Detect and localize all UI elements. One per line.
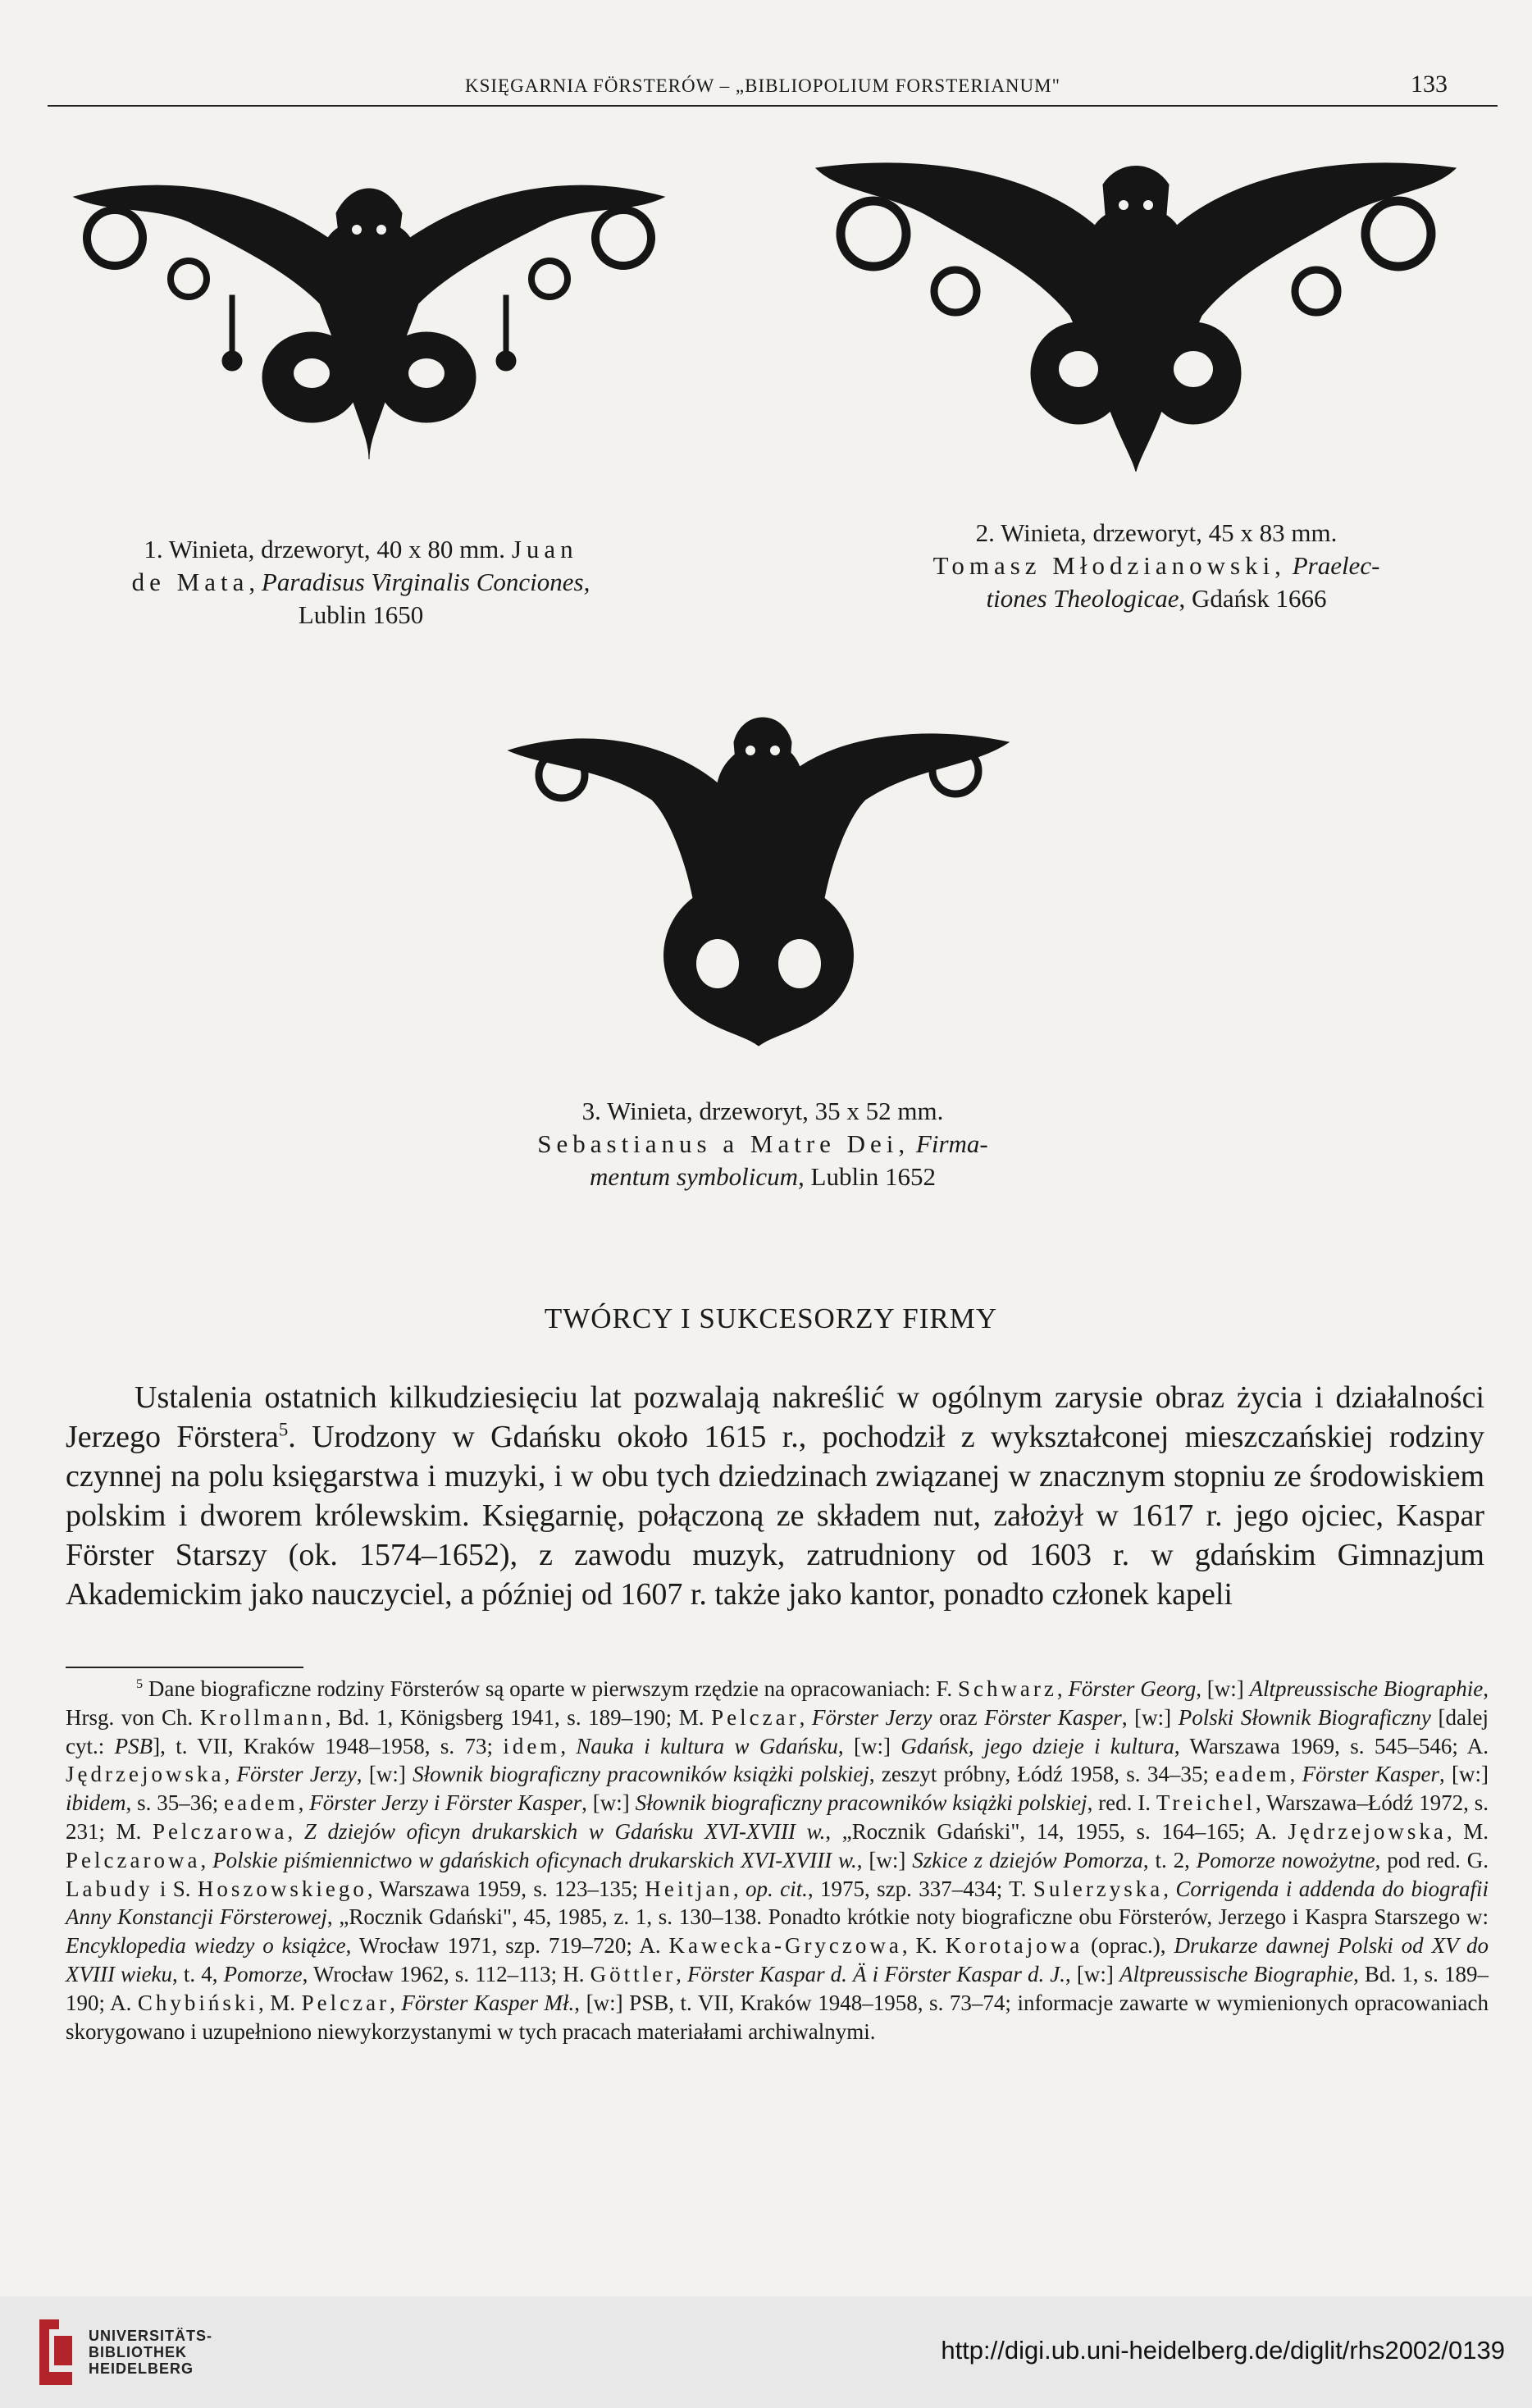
footnote-text-run: Gdańsk, jego dzieje i kultura: [901, 1733, 1174, 1758]
footnote-text-run: , red. I.: [1087, 1790, 1156, 1816]
footnote-text-run: Pomorze nowożytne: [1196, 1847, 1375, 1872]
footnote-text-run: Sulerzyska: [1033, 1876, 1164, 1901]
footnote-text-run: Förster Georg: [1068, 1676, 1197, 1701]
footnote-text-run: Altpreussische Biographie: [1249, 1676, 1484, 1701]
footnote-text-run: Pelczar: [301, 1990, 390, 2015]
footnote-text-run: ,: [732, 1876, 745, 1901]
page-number: 133: [1411, 71, 1448, 98]
figure-3-title-b: mentum symbolicum,: [590, 1162, 805, 1191]
footnote-text-run: , Bd. 1, Königsberg 1941, s. 189–190; M.: [325, 1704, 712, 1730]
footnote-text-run: ibidem: [66, 1790, 126, 1816]
figure-1-title: Paradisus Virginalis Conciones,: [261, 568, 590, 596]
body-text-b: . Urodzony w Gdańsku około 1615 r., pochodził z wykształconej mieszczańskiej rodziny czynnej na polu księgarstwa i muzyki, i w obu tych dziedzinach związanej w znacznym stopniu ze środowiskiem polskim i dworem królewskim. Księgarnię, połączoną ze składem nut, założył w 1617 r. jego ojciec, Kaspar Förster Starszy (ok. 1574–1652), z zawodu muzyk, zatrudniony od 1603 r. w gdańskim Gimnazjum Akademickim jako nauczyciel, a później od 1607 r. także jako kantor, ponadto członek kapeli: [66, 1420, 1484, 1612]
source-url[interactable]: http://digi.ub.uni-heidelberg.de/diglit/rhs2002/0139: [941, 2336, 1505, 2365]
figure-2-caption: [886, 517, 1427, 615]
footnote-text-run: , [w:] PSB, t. VII, Kraków 1948–1958, s. 73–74; informacje zawarte w wymienionych opracowaniach skorygowano i uzupełniono niewykorzystanymi w tych pracach materiałami archiwalnymi.: [66, 1990, 1489, 2044]
body-text-a: Ustalenia ostatnich kilkudziesięciu lat pozwalają nakreślić w ogólnym zarysie obraz życia i działalności Jerzego Förstera: [66, 1380, 1484, 1454]
footnote-text-run: , [w:]: [581, 1790, 636, 1816]
library-name-line3: HEIDELBERG: [89, 2360, 194, 2377]
footnote-text-run: , K.: [901, 1933, 946, 1959]
footnote-text-run: ,: [676, 1961, 687, 1986]
vignette-2-woodcut: [808, 152, 1464, 472]
figure-3-place: Lublin 1652: [804, 1162, 936, 1191]
footnote-reference: 5: [278, 1419, 289, 1440]
footnote-text-run: , s. 35–36;: [125, 1790, 225, 1816]
footnote-text-run: Encyklopedia wiedzy o książce: [66, 1933, 346, 1959]
footnote-text-run: , pod red. G.: [1375, 1847, 1489, 1872]
figure-2-title-a: Praelec-: [1292, 551, 1380, 580]
footnote-text-run: ,: [224, 1762, 237, 1787]
figure-2-place: , Gdańsk 1666: [1179, 584, 1327, 613]
library-logo-icon: [34, 2311, 77, 2393]
footnote-text-run: Polskie piśmiennictwo w gdańskich oficynach drukarskich XVI-XVIII w.: [212, 1847, 857, 1872]
footnote-text-run: , zeszyt próbny, Łódź 1958, s. 34–35;: [869, 1762, 1216, 1787]
footnote-text-run: Förster Jerzy: [811, 1704, 932, 1730]
footnote-text-run: Słownik biograficzny pracowników książki polskiej: [635, 1790, 1087, 1816]
footnote-text-run: i S.: [153, 1876, 198, 1901]
footnote-text-run: , [w:]: [856, 1847, 913, 1872]
figure-3-author: Sebastianus a Matre Dei,: [537, 1129, 910, 1158]
footnote-text-run: , t. 2,: [1142, 1847, 1197, 1872]
footnote-text-run: , [w:]: [837, 1733, 901, 1758]
footnote-text-run: Göttler: [590, 1961, 677, 1986]
library-name-line2: BIBLIOTHEK: [89, 2344, 187, 2360]
footnote-text-run: Labudy: [66, 1876, 153, 1901]
footnote-text-run: Z dziejów oficyn drukarskich w Gdańsku XVI-XVIII w.: [303, 1818, 826, 1844]
footnote-text-run: ,: [1056, 1676, 1069, 1701]
footnote-text-run: eadem: [224, 1790, 299, 1816]
figure-3-caption: [492, 1095, 1033, 1193]
footnote-text-run: , M.: [258, 1990, 302, 2015]
footnote-text-run: , [w:]: [1121, 1704, 1179, 1730]
footnote-text-run: [dalej cyt.:: [66, 1704, 1489, 1758]
footnote-rule: [66, 1667, 303, 1668]
figure-2-caption-line1: 2. Winieta, drzeworyt, 45 x 83 mm.: [975, 518, 1338, 547]
footnote-text-run: , Warszawa 1969, s. 545–546; A.: [1174, 1733, 1489, 1758]
footnote-text-run: Förster Kasper: [984, 1704, 1122, 1730]
footnote-text-run: PSB: [114, 1733, 153, 1758]
footnote-text-run: Förster Kasper: [1302, 1762, 1439, 1787]
vignette-1-woodcut: [66, 164, 673, 467]
footnote-text-run: Förster Kaspar d. Ä i Förster Kaspar d. J.: [686, 1961, 1066, 1986]
woodcut-ornament-3: [504, 709, 1013, 1054]
footnote-text-run: Treichel: [1156, 1790, 1256, 1816]
figure-3-title-a: Firma-: [915, 1129, 988, 1158]
footnote-text-run: , Hrsg. von Ch.: [66, 1676, 1489, 1730]
footnote-text-run: ,: [298, 1790, 310, 1816]
footnote-text-run: Nauka i kultura w Gdańsku: [576, 1733, 838, 1758]
footnote-text-run: Korotajowa: [945, 1933, 1083, 1959]
footnote-text-run: ], t. VII, Kraków 1948–1958, s. 73;: [153, 1733, 504, 1758]
footnote-text-run: , [w:]: [1065, 1961, 1119, 1986]
footnote-text-run: ,: [200, 1847, 213, 1872]
footnote-text-run: Jędrzejowska: [1288, 1818, 1447, 1844]
footnote-text-run: Schwarz: [957, 1676, 1057, 1701]
footnote-text-run: Förster Jerzy i Förster Kasper: [309, 1790, 582, 1816]
footnote-number: 5: [136, 1676, 144, 1691]
figure-1-author-a: Juan: [511, 535, 578, 563]
footnote-text-run: ,: [390, 1990, 402, 2015]
footnote-text-run: Jędrzejowska: [66, 1762, 225, 1787]
footnote-text-run: Corrigenda i addenda do biografii Anny Konstancji Försterowej: [66, 1876, 1489, 1930]
figure-3-caption-line1: 3. Winieta, drzeworyt, 35 x 52 mm.: [581, 1097, 944, 1125]
footnote-text-run: , „Rocznik Gdański", 45, 1985, z. 1, s. 130–138. Ponadto krótkie noty biograficzne obu Försterów, Jerzego i Kaspra Starszego w:: [326, 1904, 1489, 1930]
footnote-text-run: Förster Kasper Mł.: [401, 1990, 575, 2015]
footnote-text-run: ,: [560, 1733, 577, 1758]
woodcut-ornament-1: [66, 164, 673, 467]
footnote-text-run: Heitjan: [645, 1876, 733, 1901]
footnote-text-run: ,: [1163, 1876, 1176, 1901]
library-name-line1: UNIVERSITÄTS-: [89, 2328, 213, 2344]
figure-2-title-b: tiones Theologicae: [986, 584, 1179, 613]
footnote-text-run: Polski Słownik Biograficzny: [1178, 1704, 1431, 1730]
figure-2-author: Tomasz Młodzianowski,: [932, 551, 1286, 580]
footnote-text-run: Dane biograficzne rodziny Försterów są oparte w pierwszym rzędzie na opracowaniach: F.: [143, 1676, 958, 1701]
footnote-text-run: Pomorze: [223, 1961, 303, 1986]
footnote: [66, 1675, 1489, 2045]
footnote-text-run: Drukarze dawnej Polski od XV do XVIII wieku: [66, 1933, 1489, 1986]
footnote-text-run: Förster Jerzy: [236, 1762, 357, 1787]
footnote-text-run: Szkice z dziejów Pomorza: [912, 1847, 1143, 1872]
footnote-text-run: , Warszawa–Łódź 1972, s. 231; M.: [66, 1790, 1489, 1844]
footnote-text-run: , Wrocław 1962, s. 112–113; H.: [302, 1961, 590, 1986]
vignette-3-woodcut: [504, 709, 1013, 1054]
figure-1-place: Lublin 1650: [298, 600, 424, 629]
woodcut-ornament-2: [808, 152, 1464, 472]
footnote-text-run: idem: [503, 1733, 561, 1758]
footnote-text-run: Chybiński: [137, 1990, 258, 2015]
body-paragraph: [66, 1378, 1484, 1614]
footnote-text-run: , [w:]: [356, 1762, 413, 1787]
footnote-text-run: , M.: [1446, 1818, 1489, 1844]
footnote-text-run: , t. 4,: [172, 1961, 224, 1986]
footnote-text-run: , Wrocław 1971, szp. 719–720; A.: [345, 1933, 669, 1959]
footnote-text-run: Pelczar: [711, 1704, 800, 1730]
footnote-text-run: , Warszawa 1959, s. 123–135;: [367, 1876, 645, 1901]
footnote-text-run: Hoszowskiego: [197, 1876, 367, 1901]
footnote-text-run: oraz: [932, 1704, 985, 1730]
footnote-text-run: op. cit.: [745, 1876, 808, 1901]
footnote-text-run: , 1975, szp. 337–434; T.: [807, 1876, 1033, 1901]
footnote-text-run: ,: [287, 1818, 304, 1844]
footnote-text-run: , „Rocznik Gdański", 14, 1955, s. 164–165; A.: [825, 1818, 1288, 1844]
library-name: [89, 2328, 212, 2377]
figure-1-caption-line1: 1. Winieta, drzeworyt, 40 x 80 mm.: [144, 535, 506, 563]
footnote-text-run: Krollmann: [199, 1704, 326, 1730]
section-heading: TWÓRCY I SUKCESORZY FIRMY: [544, 1302, 998, 1334]
footnote-text-run: ,: [1289, 1762, 1302, 1787]
footnote-text-run: ,: [799, 1704, 812, 1730]
figure-1-caption: 1. Winieta, drzeworyt, 40 x 80 mm. Juan de Mata, Paradisus Virginalis Conciones, Lublin 1650: [90, 533, 631, 632]
footnote-text-run: (oprac.),: [1083, 1933, 1174, 1959]
footnote-text-run: Altpreussische Biographie: [1119, 1961, 1354, 1986]
footnote-text-run: , [w:]: [1196, 1676, 1250, 1701]
footnote-text-run: , Bd. 1, s. 189–190; A.: [66, 1961, 1489, 2015]
figure-1-author-b: de Mata: [131, 568, 249, 596]
footnote-text-run: Kawecka-Gryczowa: [668, 1933, 902, 1959]
footnote-text-run: eadem: [1215, 1762, 1290, 1787]
footnote-text-run: Pelczarowa: [66, 1847, 201, 1872]
footnote-text-run: , [w:]: [1439, 1762, 1489, 1787]
footnote-text-run: Pelczarowa: [153, 1818, 288, 1844]
running-head: KSIĘGARNIA FÖRSTERÓW – „BIBLIOPOLIUM FORSTERIANUM": [465, 75, 1060, 96]
header-rule: [48, 105, 1498, 107]
footnote-text-run: Słownik biograficzny pracowników książki polskiej: [413, 1762, 869, 1787]
